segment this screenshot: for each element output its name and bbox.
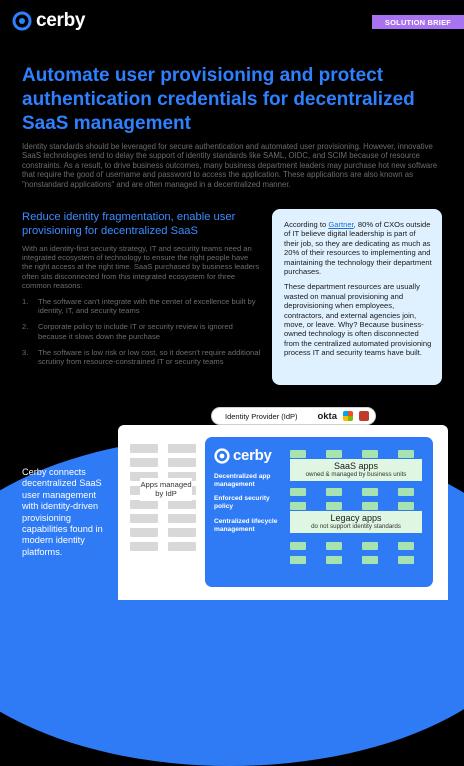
legacy-apps-label [290,511,422,533]
page-title: Automate user provisioning and protect authentication credentials for decentralized SaaS management [22,65,415,134]
cerby-logo-icon [12,11,32,31]
cerby-logo [12,10,85,32]
feature-lifecycle: Centralized lifecycle management [214,518,278,534]
identity-provider-pill [211,407,376,425]
section-heading: Reduce identity fragmentation, enable user provisioning for decentralized SaaS [22,211,236,237]
list-item [22,322,262,340]
reasons-list [22,297,262,373]
list-text: The software can't integrate with the center of excellence built by identity, IT, and security teams [38,297,256,316]
callout-paragraph-1 [284,220,432,276]
intro-paragraph: Identity standards should be leveraged for secure authentication and automated user provisioning. However, innovative SaaS technologies tend to delay the support of identity standards like SAML, OIDC, and SCIM because of resource constraints. As a result, to drive business outcomes, many business department leaders may purchase hot new software that require the good ol' username and password to access the application. These applications are also known as "nonstandard applications" and are often managed in a decentralized manner. [22,142,438,189]
cerby-inner-logo [214,447,272,464]
saas-title: SaaS apps [333,461,379,471]
idp-apps-grid [130,444,200,562]
list-number: 3. [22,347,29,357]
callout-text: , 80% of CXOs outside of IT believe digital leadership is part of their job, so they are dedicating as much as 20% of their resources to implementing and maintaining the technology their department purchases. [284,220,432,277]
callout-paragraph-2: These department resources are usually wasted on manual provisioning and deprovisioning when employees, contractors, and external agencies join, move, or leave. Why? Because business-owned technology is often disconnected from the centralized automated provisioning process IT and security teams have built. [284,282,432,358]
apps-managed-label: Apps managed by IdP [140,478,192,501]
list-item [22,348,262,366]
idp-label: Identity Provider (IdP) [225,411,298,421]
list-text: Corporate policy to include IT or security review is ignored because it slows down the purchase [38,322,233,341]
cerby-logo-icon [214,448,230,464]
legacy-title: Legacy apps [330,513,382,523]
saas-apps-label [290,459,422,481]
jumpcloud-icon [359,411,369,421]
saas-subtitle: owned & managed by business units [305,471,407,478]
feature-decentralized: Decentralized app management [214,473,271,489]
bottom-summary: Cerby connects decentralized SaaS user management with identity-driven provisioning capabilities found in modern identity platforms. [22,467,103,557]
list-text: The software is low risk or low cost, so it doesn't require additional scrutiny from resource-constrained IT or security teams [38,347,261,367]
legacy-subtitle: do not support identity standards [311,523,401,530]
list-item [22,297,262,315]
brand-name: cerby [36,10,86,31]
okta-logo: okta [317,410,337,422]
gartner-callout [272,209,442,385]
list-number: 1. [22,297,29,306]
callout-text: According to [284,220,329,229]
brand-name: cerby [233,447,272,464]
solution-brief-badge: SOLUTION BRIEF [372,15,464,29]
feature-security-policy: Enforced security policy [214,495,270,511]
list-number: 2. [22,322,29,332]
ms-icon [343,411,353,421]
section-body: With an identity-first security strategy, IT and security teams need an integrated ecosystem of technology to ensure the right people have the right access at the right time. SaaS purchased by business leaders often sits disconnected from this integrated ecosystem for three common reasons: [22,244,260,290]
gartner-link[interactable]: Gartner [328,220,354,229]
